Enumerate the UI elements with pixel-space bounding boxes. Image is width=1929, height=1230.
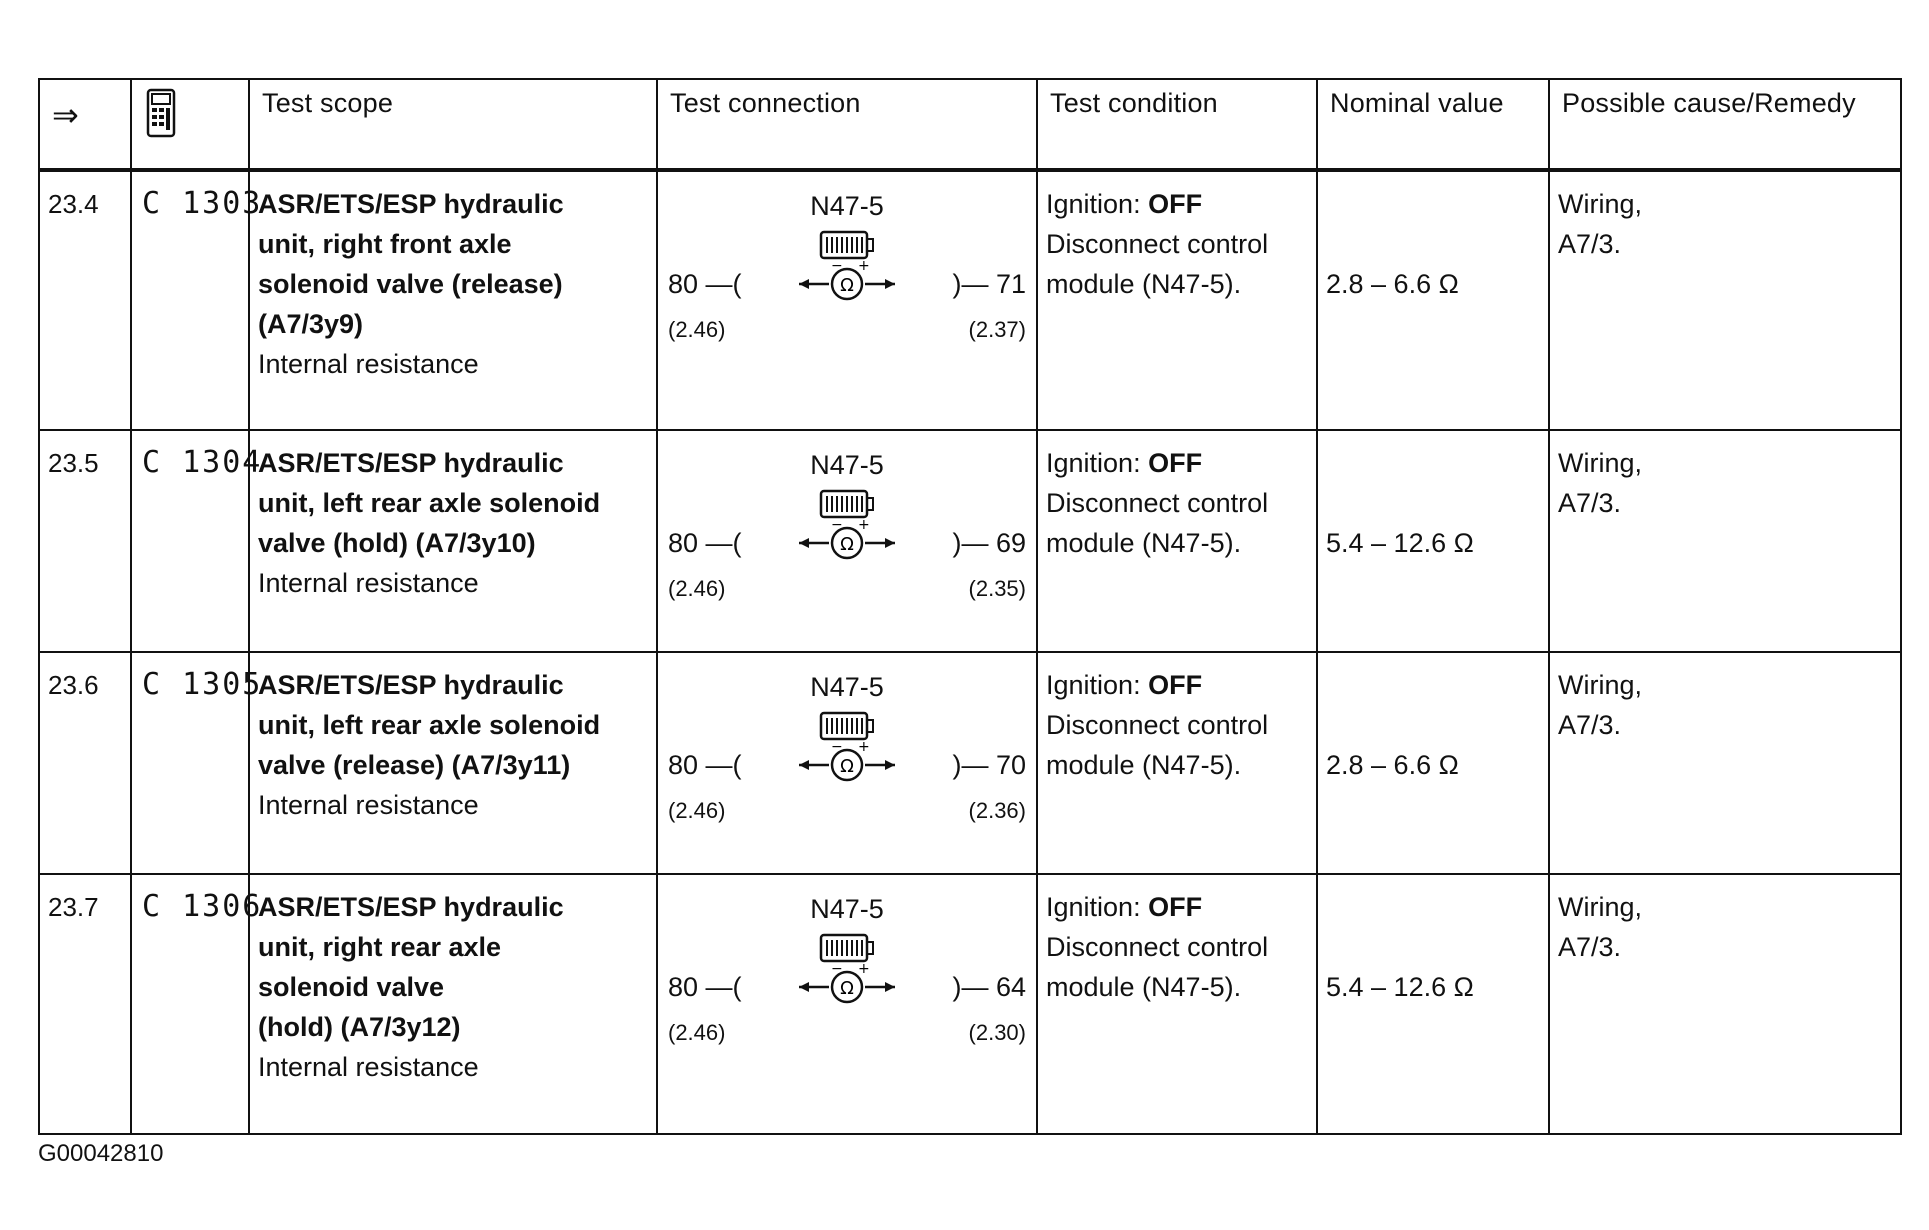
ignition-label: Ignition: (1046, 892, 1149, 922)
fault-code: C 1303 (131, 170, 249, 430)
condition-line-3: module (N47-5). (1046, 528, 1242, 558)
cause-line-2: A7/3. (1558, 229, 1622, 259)
test-scope-bold-line: (hold) (A7/3y12) (258, 1012, 461, 1042)
cause-line-1: Wiring, (1558, 448, 1643, 478)
pin-right: )— 70 (952, 750, 1026, 780)
svg-text:Ω: Ω (840, 978, 854, 999)
ignition-state: OFF (1148, 189, 1203, 219)
header-test-condition: Test condition (1037, 79, 1317, 170)
nominal-value: 2.8 – 6.6 Ω (1317, 652, 1549, 874)
test-scope-bold-line: valve (release) (A7/3y11) (258, 750, 571, 780)
pin-left: 80 —( (668, 528, 742, 558)
possible-cause-cell (1549, 652, 1901, 874)
ohmmeter-icon (795, 963, 899, 1007)
connector-plug-icon (819, 489, 875, 519)
pin-right-ref: (2.30) (968, 1020, 1026, 1045)
ignition-line (1046, 665, 1306, 705)
ignition-state: OFF (1148, 892, 1203, 922)
table-header-row (39, 79, 1901, 170)
pin-right-number: 70 (995, 750, 1026, 780)
test-scope-bold-line: unit, right front axle (258, 229, 512, 259)
cause-line-1: Wiring, (1558, 892, 1643, 922)
svg-text:−: − (831, 260, 843, 274)
pin-right-ref: (2.35) (968, 576, 1026, 601)
fault-code: C 1305 (131, 652, 249, 874)
pin-left-number: 80 (668, 750, 699, 780)
test-connection-cell (657, 430, 1037, 652)
pin-left-number: 80 (668, 269, 699, 299)
ignition-state: OFF (1148, 448, 1203, 478)
svg-text:−: − (831, 519, 843, 533)
pin-left-number: 80 (668, 972, 699, 1002)
test-condition-cell (1037, 170, 1317, 430)
test-scope-note: Internal resistance (258, 790, 479, 820)
svg-text:+: + (858, 260, 870, 274)
test-scope-bold-line: ASR/ETS/ESP hydraulic (258, 670, 564, 700)
test-scope-note: Internal resistance (258, 1052, 479, 1082)
ignition-label: Ignition: (1046, 189, 1149, 219)
condition-line-3: module (N47-5). (1046, 972, 1242, 1002)
svg-text:Ω: Ω (840, 275, 854, 296)
cause-line-2: A7/3. (1558, 710, 1622, 740)
svg-text:−: − (831, 963, 843, 977)
condition-line-3: module (N47-5). (1046, 269, 1242, 299)
cause-line-2: A7/3. (1558, 488, 1622, 518)
header-tester-cell (131, 79, 249, 170)
test-scope-bold-line: solenoid valve (release) (258, 269, 563, 299)
diagnostic-tester-icon (146, 88, 176, 138)
ohmmeter-icon (795, 260, 899, 304)
pin-right-number: 64 (995, 972, 1026, 1002)
svg-text:−: − (831, 741, 843, 755)
table-row (39, 170, 1901, 430)
test-scope-bold-line: solenoid valve (258, 972, 445, 1002)
pin-left-ref: (2.46) (668, 798, 726, 823)
pin-right: )— 69 (952, 528, 1026, 558)
test-scope-bold-line: ASR/ETS/ESP hydraulic (258, 892, 564, 922)
test-condition-cell (1037, 652, 1317, 874)
header-test-connection: Test connection (657, 79, 1037, 170)
test-condition-cell (1037, 874, 1317, 1134)
possible-cause-cell (1549, 874, 1901, 1134)
figure-id: G00042810 (38, 1140, 164, 1167)
step-number: 23.7 (39, 874, 131, 1134)
pin-right-number: 71 (995, 269, 1026, 299)
fault-code: C 1306 (131, 874, 249, 1134)
test-connection-cell (657, 874, 1037, 1134)
ignition-label: Ignition: (1046, 670, 1149, 700)
test-scope-bold-line: unit, left rear axle solenoid (258, 488, 601, 518)
test-scope-note: Internal resistance (258, 568, 479, 598)
nominal-value: 2.8 – 6.6 Ω (1317, 170, 1549, 430)
condition-line-2: Disconnect control (1046, 229, 1269, 259)
cause-line-2: A7/3. (1558, 932, 1622, 962)
test-table-sheet (38, 78, 1902, 1135)
control-module-label: N47-5 (810, 894, 884, 924)
pin-left-ref: (2.46) (668, 576, 726, 601)
test-scope-bold-line: unit, right rear axle (258, 932, 502, 962)
test-condition-cell (1037, 430, 1317, 652)
test-scope-bold-line: valve (hold) (A7/3y10) (258, 528, 536, 558)
condition-line-3: module (N47-5). (1046, 750, 1242, 780)
pin-left-ref: (2.46) (668, 1020, 726, 1045)
nominal-value: 5.4 – 12.6 Ω (1317, 874, 1549, 1134)
svg-text:+: + (858, 741, 870, 755)
ignition-state: OFF (1148, 670, 1203, 700)
header-test-scope: Test scope (249, 79, 657, 170)
control-module-label: N47-5 (810, 191, 884, 221)
svg-text:Ω: Ω (840, 756, 854, 777)
connector-plug-icon (819, 230, 875, 260)
cause-line-1: Wiring, (1558, 670, 1643, 700)
condition-line-2: Disconnect control (1046, 932, 1269, 962)
test-connection-cell (657, 170, 1037, 430)
ohmmeter-icon (795, 519, 899, 563)
ignition-label: Ignition: (1046, 448, 1149, 478)
condition-line-2: Disconnect control (1046, 710, 1269, 740)
step-number: 23.6 (39, 652, 131, 874)
pin-left-number: 80 (668, 528, 699, 558)
connector-plug-icon (819, 933, 875, 963)
header-arrow: ⇒ (39, 79, 131, 170)
test-scope-bold-line: unit, left rear axle solenoid (258, 710, 601, 740)
test-scope-note: Internal resistance (258, 349, 479, 379)
nominal-value: 5.4 – 12.6 Ω (1317, 430, 1549, 652)
ignition-line (1046, 887, 1306, 927)
test-scope-cell (249, 170, 657, 430)
test-scope-bold-line: ASR/ETS/ESP hydraulic (258, 189, 564, 219)
pin-right-number: 69 (995, 528, 1026, 558)
table-row (39, 430, 1901, 652)
pin-right-ref: (2.36) (968, 798, 1026, 823)
test-connection-cell (657, 652, 1037, 874)
header-nominal-value: Nominal value (1317, 79, 1549, 170)
table-row (39, 874, 1901, 1134)
pin-left: 80 —( (668, 269, 742, 299)
pin-left: 80 —( (668, 972, 742, 1002)
pin-right: )— 64 (952, 972, 1026, 1002)
condition-line-2: Disconnect control (1046, 488, 1269, 518)
pin-left-ref: (2.46) (668, 317, 726, 342)
possible-cause-cell (1549, 430, 1901, 652)
step-number: 23.5 (39, 430, 131, 652)
cause-line-1: Wiring, (1558, 189, 1643, 219)
svg-text:+: + (858, 519, 870, 533)
control-module-label: N47-5 (810, 450, 884, 480)
pin-right-ref: (2.37) (968, 317, 1026, 342)
test-scope-bold-line: ASR/ETS/ESP hydraulic (258, 448, 564, 478)
header-possible-cause: Possible cause/Remedy (1549, 79, 1901, 170)
ohmmeter-icon (795, 741, 899, 785)
test-scope-bold-line: (A7/3y9) (258, 309, 364, 339)
test-scope-cell (249, 652, 657, 874)
test-scope-cell (249, 430, 657, 652)
pin-right: )— 71 (952, 269, 1026, 299)
table-row (39, 652, 1901, 874)
step-number: 23.4 (39, 170, 131, 430)
pin-left: 80 —( (668, 750, 742, 780)
svg-text:+: + (858, 963, 870, 977)
ignition-line (1046, 443, 1306, 483)
possible-cause-cell (1549, 170, 1901, 430)
test-scope-cell (249, 874, 657, 1134)
svg-text:Ω: Ω (840, 534, 854, 555)
connector-plug-icon (819, 711, 875, 741)
test-table (38, 78, 1902, 1135)
control-module-label: N47-5 (810, 672, 884, 702)
ignition-line (1046, 184, 1306, 224)
fault-code: C 1304 (131, 430, 249, 652)
